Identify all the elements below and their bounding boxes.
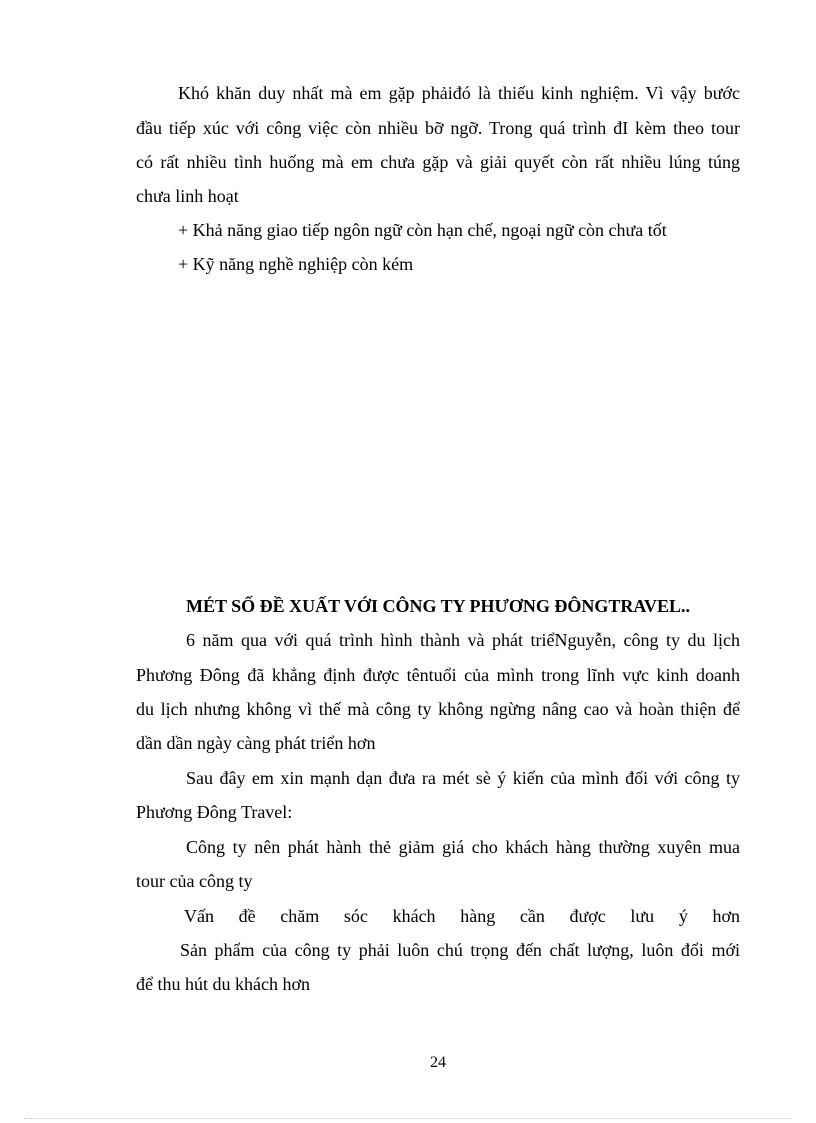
- section-heading: MÉT SỐ ĐỀ XUẤT VỚI CÔNG TY PHƯƠNG ĐÔNGTRAVEL..: [185, 596, 691, 616]
- bullet-item: + Kỹ năng nghề nghiệp còn kém: [178, 254, 414, 274]
- paragraph-line: Sau đây em xin mạnh dạn đưa ra mét sè ý kiến của mình đối với công ty: [186, 768, 740, 788]
- paragraph-line: Sản phẩm của công ty phải luôn chú trọng đến chất lượng, luôn đổi mới: [180, 940, 740, 960]
- page-bottom-border: [24, 1118, 792, 1119]
- paragraph-line: chưa linh hoạt: [136, 186, 239, 206]
- paragraph-line: 6 năm qua với quá trình hình thành và phát triểNguyễn, công ty du lịch: [186, 630, 740, 650]
- paragraph-line: du lịch nhưng không vì thế mà công ty không ngừng nâng cao và hoàn thiện để: [136, 699, 740, 719]
- page-number: 24: [430, 1054, 446, 1071]
- paragraph-line: dần dần ngày càng phát triển hơn: [136, 733, 376, 753]
- paragraph-line: tour của công ty: [136, 871, 253, 891]
- paragraph-line: Phương Đông Travel:: [136, 802, 293, 822]
- bullet-item: + Khả năng giao tiếp ngôn ngữ còn hạn chế, ngoại ngữ còn chưa tốt: [178, 220, 667, 240]
- paragraph-line: Công ty nên phát hành thẻ giảm giá cho khách hàng thường xuyên mua: [186, 837, 740, 857]
- paragraph-line: để thu hút du khách hơn: [136, 974, 310, 994]
- paragraph-line: có rất nhiều tình huống mà em chưa gặp và giải quyết còn rất nhiều lúng túng: [136, 152, 740, 172]
- paragraph-line: Khó khăn duy nhất mà em gặp phảiđó là thiếu kinh nghiệm. Vì vậy bước: [178, 83, 740, 103]
- paragraph-line: đầu tiếp xúc với công việc còn nhiều bỡ ngỡ. Trong quá trình đI kèm theo tour: [136, 118, 740, 138]
- paragraph-line: Phương Đông đã khẳng định được têntuổi của mình trong lĩnh vực kinh doanh: [136, 665, 740, 685]
- paragraph-line: Vấn đề chăm sóc khách hàng cần được lưu ý hơn: [184, 906, 740, 926]
